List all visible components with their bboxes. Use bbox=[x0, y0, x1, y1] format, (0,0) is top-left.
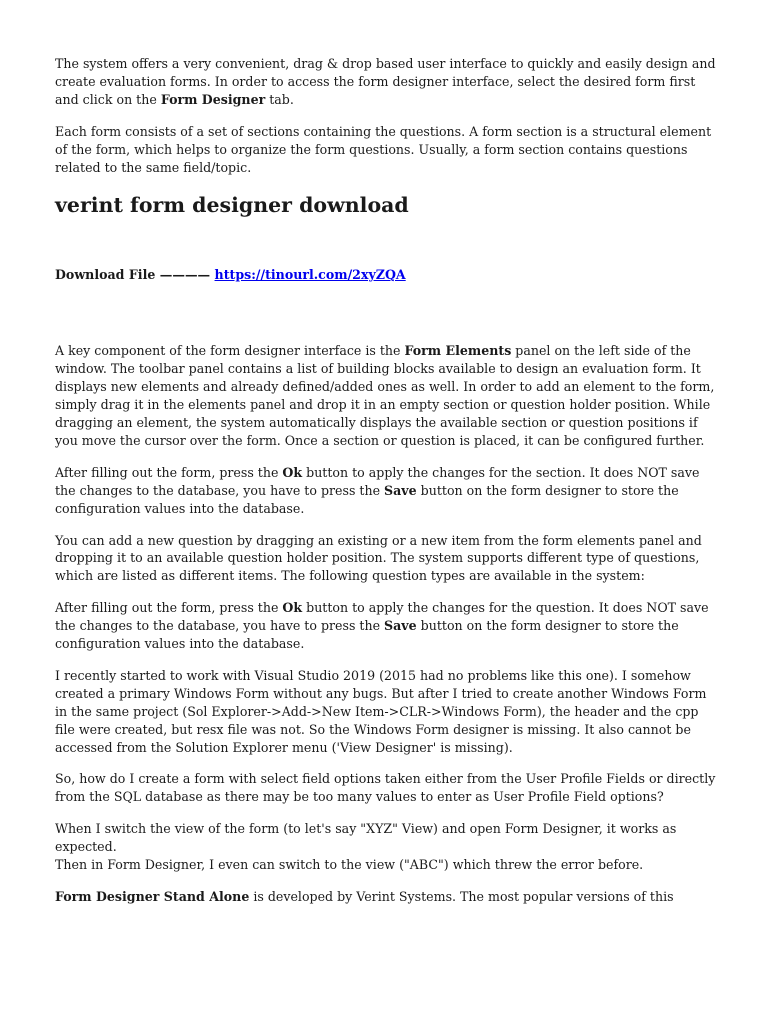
switch-view-paragraph bbox=[55, 820, 720, 874]
stand-alone-term: Form Designer Stand Alone bbox=[55, 889, 250, 904]
form-designer-term: Form Designer bbox=[160, 91, 266, 107]
section-save-text-mid: button to apply the changes for the section. It does NOT save the changes to the database, you have to press the bbox=[55, 464, 700, 498]
visual-studio-paragraph: I recently started to work with Visual Studio 2019 (2015 had no problems like this one). I somehow created a primary Windows Form without any bugs. But after I tried to create another Windows Form in the same project (Sol Explorer->Add->New Item->CLR->Windows Form), the header and the cpp file were created, but resx file was not. So the Windows Form designer is missing. It also cannot be accessed from the Solution Explorer menu ('View Designer' is missing). bbox=[55, 667, 707, 755]
switch-view-line-1: When I switch the view of the form (to let's say "XYZ" View) and open Form Designer, it works as expected. bbox=[55, 821, 677, 855]
intro-paragraph bbox=[55, 55, 720, 109]
download-line bbox=[55, 266, 720, 284]
question-save-text-end: button on the form designer to store the configuration values into the database. bbox=[55, 618, 679, 652]
form-elements-term: Form Elements bbox=[404, 343, 512, 359]
question-save-paragraph bbox=[55, 599, 720, 653]
document-page bbox=[55, 55, 720, 920]
ok-term: Ok bbox=[282, 464, 303, 480]
spacer bbox=[55, 284, 720, 342]
stand-alone-text: is developed by Verint Systems. The most popular versions of this bbox=[249, 889, 674, 904]
intro-text-end: tab. bbox=[265, 91, 294, 107]
switch-view-line-2: Then in Form Designer, I even can switch to the view ("ABC") which threw the error before. bbox=[55, 857, 644, 873]
question-save-text-mid: button to apply the changes for the question. It does NOT save the changes to the database, you have to press the bbox=[55, 600, 709, 634]
save-term: Save bbox=[384, 618, 417, 634]
select-field-paragraph: So, how do I create a form with select field options taken either from the User Profile Fields or directly from the SQL database as there may be too many values to enter as User Profile Field options? bbox=[55, 771, 716, 805]
ok-term: Ok bbox=[282, 600, 303, 616]
download-label: Download File ———— bbox=[55, 267, 215, 283]
save-term: Save bbox=[384, 482, 417, 498]
section-save-text-end: button on the form designer to store the configuration values into the database. bbox=[55, 482, 679, 516]
sections-paragraph: Each form consists of a set of sections containing the questions. A form section is a structural element of the form, which helps to organize the form questions. Usually, a form section contains questions related to the same field/topic. bbox=[55, 123, 712, 175]
download-link[interactable]: https://tinourl.com/2xyZQA bbox=[214, 267, 406, 283]
intro-text: The system offers a very convenient, drag & drop based user interface to quickly and easily design and create evaluation forms. In order to access the form designer interface, select the desired form first and click on the bbox=[55, 56, 716, 107]
stand-alone-paragraph bbox=[55, 888, 720, 906]
add-question-paragraph: You can add a new question by dragging an existing or a new item from the form elements panel and dropping it to an available question holder position. The system supports different type of questions, which are listed as different items. The following question types are available in the system: bbox=[55, 532, 702, 584]
form-elements-text-end: panel on the left side of the window. The toolbar panel contains a list of building blocks available to design an evaluation form. It displays new elements and already defined/added ones as well. In order to add an element to the form, simply drag it in the elements panel and drop it in an empty section or question holder position. While dragging an element, the system automatically displays the available section or question positions if you move the cursor over the form. Once a section or question is placed, it can be configured further. bbox=[55, 343, 715, 448]
form-elements-text: A key component of the form designer interface is the bbox=[55, 343, 405, 359]
question-save-text: After filling out the form, press the bbox=[55, 600, 283, 616]
page-heading: verint form designer download bbox=[55, 193, 409, 218]
section-save-text: After filling out the form, press the bbox=[55, 464, 283, 480]
section-save-paragraph bbox=[55, 464, 720, 518]
form-elements-paragraph bbox=[55, 342, 720, 449]
